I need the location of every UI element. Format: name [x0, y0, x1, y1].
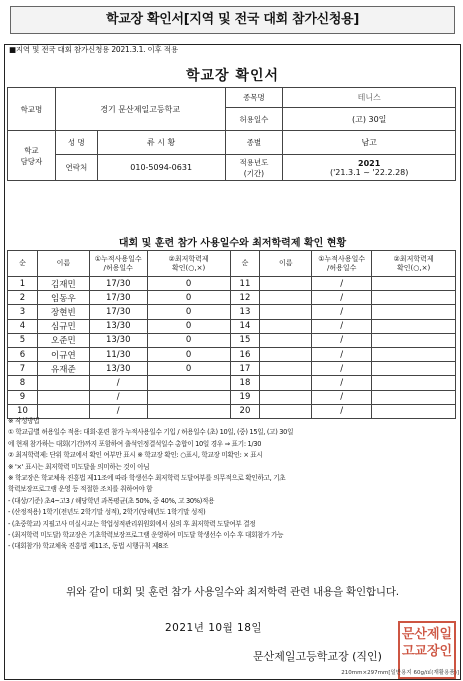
header-min — [147, 251, 230, 277]
period-value-cell — [283, 155, 456, 181]
period-label-2: (기간) — [243, 168, 265, 178]
document-title: 학교장 확인서 — [185, 68, 280, 84]
contact-label: 연락처 — [55, 155, 97, 181]
school-name: 경기 문산제일고등학교 — [55, 88, 225, 131]
event-value: 테니스 — [283, 88, 456, 108]
header-min-col2 — [372, 251, 456, 277]
row-num-2: 17 — [230, 362, 260, 376]
seal-text: 문산제일고교장인 — [401, 627, 453, 659]
period-label — [225, 155, 283, 181]
note-line: ※ '×' 표시는 최저학력 미도달을 의미하는 것이 아님 — [8, 462, 150, 471]
row-name-2 — [260, 319, 312, 333]
row-name — [37, 390, 89, 404]
row-check-2 — [372, 333, 456, 347]
row-check: 0 — [147, 347, 230, 361]
row-days-2: / — [312, 305, 372, 319]
school-info-table — [7, 87, 456, 181]
row-num: 6 — [8, 347, 38, 361]
header-days-1: ①누적사용일수 — [94, 254, 142, 263]
period-value: ('21.3.1 ~ '22.2.28) — [329, 167, 409, 177]
row-name: 장현빈 — [37, 305, 89, 319]
usage-table — [7, 250, 456, 419]
row-num-2: 13 — [230, 305, 260, 319]
row-name — [37, 376, 89, 390]
row-check-2 — [372, 291, 456, 305]
row-name-2 — [260, 376, 312, 390]
row-name-2 — [260, 362, 312, 376]
row-check: 0 — [147, 333, 230, 347]
row-check: 0 — [147, 291, 230, 305]
row-days-2: / — [312, 362, 372, 376]
header-days-1b: ①누적사용일수 — [318, 254, 366, 263]
row-name: 김재민 — [37, 277, 89, 291]
row-check: 0 — [147, 277, 230, 291]
row-name: 오준민 — [37, 333, 89, 347]
note-line: - (대상/기준) 초4~고3 / 해당학년 과목평균(초 50%, 중 40%, 고 30%)적용 — [8, 496, 215, 505]
row-name-2 — [260, 305, 312, 319]
header-min-1b: ②최저학력제 — [393, 254, 434, 263]
row-num-2: 12 — [230, 291, 260, 305]
row-num: 3 — [8, 305, 38, 319]
event-label: 종목명 — [225, 88, 283, 108]
name-label: 성 명 — [55, 131, 97, 155]
row-name-2 — [260, 390, 312, 404]
row-name-2 — [260, 277, 312, 291]
row-num-2: 16 — [230, 347, 260, 361]
table-row — [8, 319, 456, 333]
row-days: 17/30 — [89, 277, 147, 291]
row-check — [147, 390, 230, 404]
row-check-2 — [372, 376, 456, 390]
header-days-2b: /허용일수 — [326, 263, 357, 272]
table-row — [8, 376, 456, 390]
row-check: 0 — [147, 305, 230, 319]
row-days: 17/30 — [89, 305, 147, 319]
row-name-2 — [260, 347, 312, 361]
header-days-col2 — [312, 251, 372, 277]
school-label: 학교명 — [8, 88, 56, 131]
table-row — [8, 333, 456, 347]
row-name: 심규민 — [37, 319, 89, 333]
table-row — [8, 277, 456, 291]
notice-line: ■지역 및 전국 대회 참가신청용 2021.3.1. 이후 적용 — [9, 45, 178, 54]
header-name-2: 이름 — [260, 251, 312, 277]
row-days: 17/30 — [89, 291, 147, 305]
school-staff-label — [8, 131, 56, 181]
note-line: 에 현재 참가하는 대회(기간)까지 포함하여 출석인정결석일수 총합이 10일 경우 ⇒ 표기: 1/30 — [8, 439, 262, 448]
header-days-2: /허용일수 — [103, 263, 133, 272]
row-name-2 — [260, 333, 312, 347]
header-num: 순 — [8, 251, 38, 277]
school-sub-label-1: 학교 — [24, 145, 39, 155]
row-check-2 — [372, 362, 456, 376]
row-check-2 — [372, 347, 456, 361]
row-check: 0 — [147, 319, 230, 333]
row-num-2: 14 — [230, 319, 260, 333]
gender-label: 종별 — [225, 131, 283, 155]
row-days: / — [89, 376, 147, 390]
table-row — [8, 305, 456, 319]
year-value: 2021 — [358, 158, 381, 168]
row-name: 임동우 — [37, 291, 89, 305]
note-line: 학력보장프로그램 운영 등 적절한 조치를 취하여야 함 — [8, 485, 153, 494]
gender-value: 남고 — [283, 131, 456, 155]
row-num: 4 — [8, 319, 38, 333]
row-num: 5 — [8, 333, 38, 347]
header-min-1: ②최저학력제 — [168, 254, 209, 263]
row-num-2: 15 — [230, 333, 260, 347]
usage-section-title: 대회 및 훈련 참가 사용일수와 최저학력제 확인 현황 — [118, 238, 347, 249]
note-line: ① 학교급별 허용일수 적용: 대회·훈련 참가 누적사용일수 기입 / 허용일수 (초) 10일, (중) 15일, (고) 30일 — [8, 428, 294, 437]
row-name: 유재준 — [37, 362, 89, 376]
header-num-2: 순 — [230, 251, 260, 277]
table-row — [8, 390, 456, 404]
row-days-2: / — [312, 390, 372, 404]
footer-text: 210mm×297mm[일반용지 60g/㎡(재활용품)] — [341, 670, 459, 676]
row-days-2: / — [312, 291, 372, 305]
row-num: 7 — [8, 362, 38, 376]
row-check-2 — [372, 277, 456, 291]
row-days: 11/30 — [89, 347, 147, 361]
header-min-2: 확인(○,×) — [172, 263, 206, 272]
header-name: 이름 — [37, 251, 89, 277]
note-line: - (최저학력 미도달) 학교장은 기초학력보장프로그램 운영하여 미도달 학생선수 이수 후 대회참가 가능 — [8, 531, 284, 540]
row-days: 13/30 — [89, 319, 147, 333]
row-num-2: 18 — [230, 376, 260, 390]
row-days: / — [89, 404, 147, 418]
note-line: - (산정적용) 1학기(전년도 2학기말 성적), 2학기(당해년도 1학기말 성적) — [8, 508, 206, 517]
contact-value: 010-5094-0631 — [97, 155, 225, 181]
days-label: 허용일수 — [225, 108, 283, 131]
notes-section — [8, 416, 458, 553]
row-num: 1 — [8, 277, 38, 291]
row-days: 13/30 — [89, 333, 147, 347]
staff-name: 류 시 황 — [97, 131, 225, 155]
row-num: 2 — [8, 291, 38, 305]
row-name-2 — [260, 291, 312, 305]
usage-body — [8, 277, 456, 419]
top-title: 학교장 확인서[지역 및 전국 대회 참가신청용] — [10, 6, 455, 34]
row-check: 0 — [147, 362, 230, 376]
header-min-2b: 확인(○,×) — [396, 263, 431, 272]
confirm-text: 위와 같이 대회 및 훈련 참가 사용일수와 최저학력 관련 내용을 확인합니다. — [66, 586, 399, 598]
row-num-2: 20 — [230, 404, 260, 418]
row-num: 10 — [8, 404, 38, 418]
row-check-2 — [372, 390, 456, 404]
row-check-2 — [372, 305, 456, 319]
header-days — [89, 251, 147, 277]
days-value: (고) 30일 — [283, 108, 456, 131]
row-num: 9 — [8, 390, 38, 404]
note-line: - (초중학교) 지필고사 미실시교는 학업성적관리위원회에서 심의 후 최저학력 도달여부 결정 — [8, 519, 256, 528]
table-row — [8, 362, 456, 376]
usage-header-row — [8, 251, 456, 277]
row-days-2: / — [312, 333, 372, 347]
note-line: ※ 작성방법 — [8, 417, 40, 425]
document-frame — [4, 44, 461, 680]
row-check — [147, 376, 230, 390]
note-line: - (대회참가) 학교체육 진흥법 제11조, 동법 시행규칙 제8조 — [8, 542, 169, 551]
row-num-2: 11 — [230, 277, 260, 291]
row-days-2: / — [312, 319, 372, 333]
table-row — [8, 291, 456, 305]
row-days-2: / — [312, 277, 372, 291]
row-days-2: / — [312, 404, 372, 418]
school-sub-label-2: 담당자 — [20, 156, 43, 166]
row-num: 8 — [8, 376, 38, 390]
period-label-1: 적용년도 — [239, 157, 269, 167]
row-check-2 — [372, 319, 456, 333]
row-days: / — [89, 390, 147, 404]
date-text: 2021년 10월 18일 — [165, 622, 263, 634]
row-days: 13/30 — [89, 362, 147, 376]
row-days-2: / — [312, 376, 372, 390]
table-row — [8, 347, 456, 361]
row-days-2: / — [312, 347, 372, 361]
school-signature: 문산제일고등학교장 (직인) — [253, 650, 382, 663]
row-num-2: 19 — [230, 390, 260, 404]
note-line: ※ 학교장은 학교체육 진흥법 제11조에 따라 학생선수 최저학력 도달여부를 의무적으로 확인하고, 기초 — [8, 474, 286, 483]
note-line: ② 최저학력제: 단위 학교에서 확인 여부만 표시 ※ 학교장 확인: ○표시, 학교장 미확인: × 표시 — [8, 451, 263, 460]
row-name: 이규연 — [37, 347, 89, 361]
